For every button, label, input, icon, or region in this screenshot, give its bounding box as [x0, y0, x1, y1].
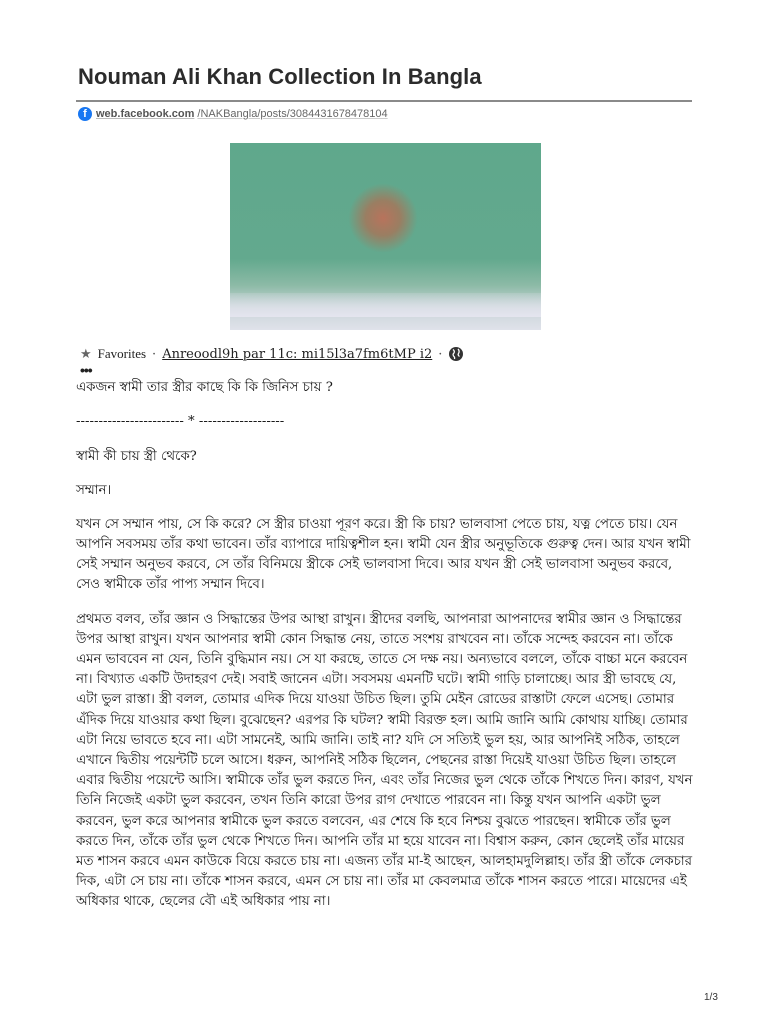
post-question: একজন স্বামী তার স্ত্রীর কাছে কি কি জিনিস চায় ?: [76, 380, 333, 395]
post-body: [76, 378, 694, 927]
meta-separator: ·: [152, 346, 157, 362]
globe-icon: [448, 346, 464, 362]
title-divider: [76, 100, 692, 102]
star-icon: ★: [80, 346, 92, 362]
facebook-icon: f: [78, 107, 92, 121]
favorites-label[interactable]: Favorites: [97, 346, 147, 361]
post-meta: [80, 344, 464, 364]
page-title: Nouman Ali Khan Collection In Bangla: [78, 64, 482, 89]
paragraph: প্রথমত বলব, তাঁর জ্ঞান ও সিদ্ধান্তের উপর আস্থা রাখুন। স্ত্রীদের বলছি, আপনারা আপনাদের স্বামীর জ্ঞান ও সিদ্ধান্তের উপর আস্থা রাখুন। যখন আপনার স্বামী কোন সিদ্ধান্ত নেয়, তাতে সংশয় রাখবেন না। তাঁকে সন্দেহ করবেন না। তাঁকে এমন ভাববেন না যেন, তিনি বুদ্ধিমান নয়। সে যা করছে, তাতে সে দক্ষ নয়। অন্যভাবে বললে, তাঁকে বাচ্চা মনে করবেন না। বিখ্যাত একটি উদাহরণ দেই। সবাই জানেন এটা। সবসময় এমনটি ঘটে। স্বামী গাড়ি চালাচ্ছে। আর স্ত্রী ভাবছে যে, এটা ভুল রাস্তা। স্ত্রী বলল, তোমার এদিক দিয়ে যাওয়া উচিত ছিল। তুমি মেইন রোডের রাস্তাটা ফেলে এসেছ। তোমার এঁদিক দিয়ে যাওয়ার কথা ছিল। বুঝেছেন? এরপর কি ঘটল? স্বামী বিরক্ত হল। আমি জানি আমি কোথায় যাচ্ছি। তোমার এটা নিয়ে ভাবতে হবে না। এটা সামনেই, আমি জানি। তাই না? যদি সে সত্যিই ভুল হয়, আর আপনিই সঠিক, তাহলে এখানে দ্বিতীয় পয়েন্টটি চলে আসে। ধরুন, আপনিই সঠিক ছিলেন, পেছনের রাস্তা দিয়েই যাওয়া উচিত ছিল। তাহলে এবার দ্বিতীয় পয়েন্টে আসি। স্বামীকে তাঁর ভুল করতে দিন, এবং তাঁর নিজের ভুল থেকে তাঁকে শিখতে দিন। কারণ, যখন তিনি নিজেই একটা ভুল করবেন, তখন তিনি কারো উপর রাগ দেখাতে পারবেন না। কিন্তু যখন আপনি একটা ভুল করবেন, ভুল করে আপনার স্বামীকে ভুল করতে বলবেন, এর শেষে কি হবে নিশ্চয় বুঝতে পারছেন। স্বামীকে তাঁর ভুল করতে দিন, তাঁকে তাঁর ভুল থেকে শিখতে দিন। আপনি তাঁর মা হয়ে যাবেন না। বিশ্বাস করুন, কোন ছেলেই তাঁর মায়ের মত শাসন করবে এমন কাউকে বিয়ে করতে চায় না। এজন্য তাঁর মা-ই আছেন, আলহামদুলিল্লাহ। তাঁর স্ত্রী তাঁকে লেকচার দিক, এটা সে চায় না। তাঁকে শাসন করবে, এমন সে চায় না। তাঁর মা কেবলমাত্র তাঁকে শাসন করতে পারে। মায়েদের এই অধিকার থাকে, ছেলের বৌ এই অধিকার পায় না।: [76, 611, 693, 910]
separator-line: ------------------------ * -------------------: [76, 414, 285, 430]
source-line[interactable]: [78, 106, 388, 122]
page-number: 1/3: [704, 992, 718, 1003]
post-image: [230, 143, 541, 330]
more-options-icon[interactable]: •••: [80, 362, 92, 378]
paragraph: যখন সে সম্মান পায়, সে কি করে? সে স্ত্রীর চাওয়া পূরণ করে। স্ত্রী কি চায়? ভালবাসা পেতে চায়, যত্ন পেতে চায়। যেন আপনি সবসময় তাঁর কথা ভাবেন। তাঁর ব্যাপারে দায়িত্বশীল হন। স্বামী যেন স্ত্রীর অনুভূতিকে গুরুত্ব দেন। আর যখন স্বামী সেই সম্মান অনুভব করবে, সে তাঁর বিনিময়ে স্ত্রীকে সেই ভালবাসা দিবে। আর যখন স্ত্রী সেই ভালবাসা অনুভব করবে, সেও স্বামীকে তাঁর পাপ্য সম্মান দিবে।: [76, 516, 691, 593]
answer-text: সম্মান।: [76, 482, 112, 498]
source-path[interactable]: /NAKBangla/posts/3084431678478104: [197, 108, 388, 120]
post-link[interactable]: Anreoodl9h par 11c: mi15l3a7fm6tMP i2: [162, 346, 433, 362]
meta-separator: ·: [438, 346, 443, 362]
source-domain[interactable]: web.facebook.com: [96, 108, 195, 120]
section-heading: স্বামী কী চায় স্ত্রী থেকে?: [76, 449, 197, 465]
